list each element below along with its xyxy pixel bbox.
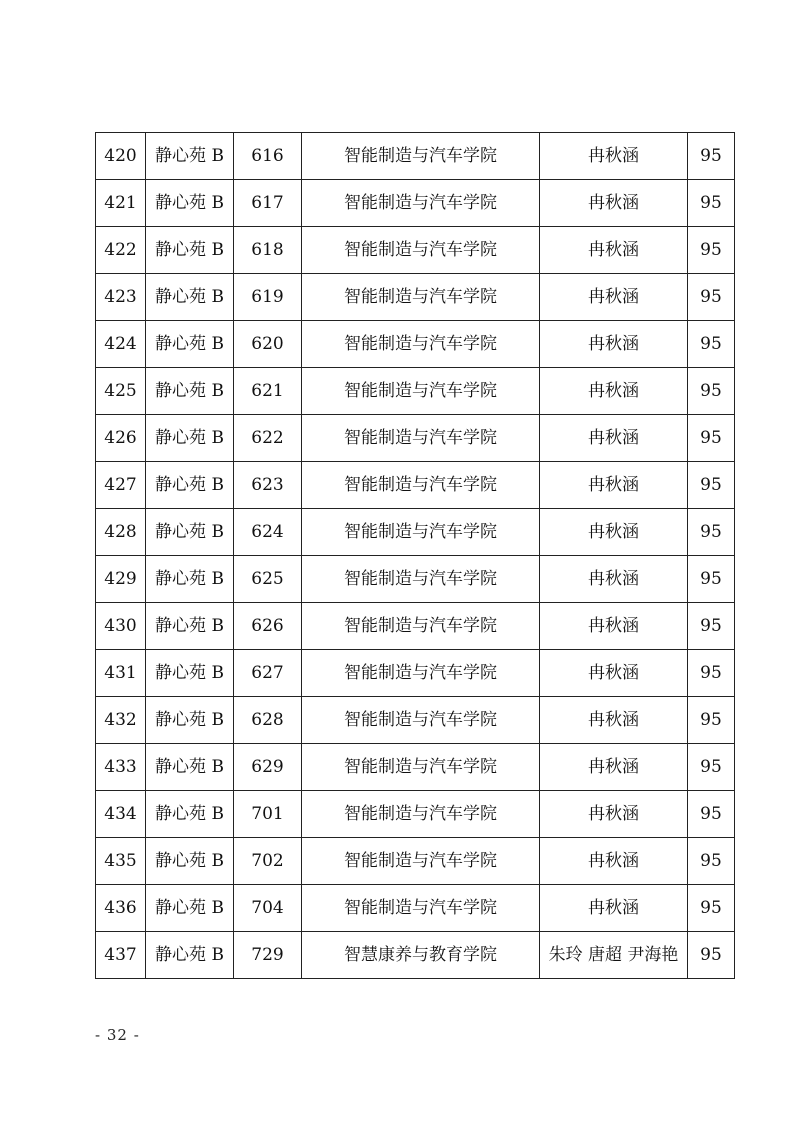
table-row [96,791,735,838]
table-row [96,838,735,885]
table-row [96,603,735,650]
cell-person: 冉秋涵 [540,697,688,744]
cell-score: 95 [688,603,735,650]
cell-person: 冉秋涵 [540,838,688,885]
cell-score: 95 [688,744,735,791]
cell-room: 617 [234,180,302,227]
cell-row-number: 433 [96,744,146,791]
table-row [96,415,735,462]
cell-person: 冉秋涵 [540,180,688,227]
cell-score: 95 [688,227,735,274]
cell-row-number: 426 [96,415,146,462]
cell-college: 智能制造与汽车学院 [302,462,540,509]
cell-person: 朱玲 唐超 尹海艳 [540,932,688,979]
cell-score: 95 [688,556,735,603]
cell-score: 95 [688,509,735,556]
cell-college: 智能制造与汽车学院 [302,368,540,415]
cell-college: 智能制造与汽车学院 [302,697,540,744]
cell-room: 729 [234,932,302,979]
cell-row-number: 429 [96,556,146,603]
cell-college: 智能制造与汽车学院 [302,133,540,180]
cell-building: 静心苑 B [146,932,234,979]
cell-score: 95 [688,321,735,368]
cell-score: 95 [688,180,735,227]
table-row [96,274,735,321]
cell-college: 智能制造与汽车学院 [302,603,540,650]
cell-score: 95 [688,462,735,509]
cell-college: 智能制造与汽车学院 [302,791,540,838]
cell-person: 冉秋涵 [540,509,688,556]
cell-college: 智能制造与汽车学院 [302,838,540,885]
cell-person: 冉秋涵 [540,133,688,180]
cell-room: 618 [234,227,302,274]
cell-score: 95 [688,274,735,321]
cell-building: 静心苑 B [146,791,234,838]
cell-score: 95 [688,133,735,180]
cell-row-number: 430 [96,603,146,650]
cell-college: 智能制造与汽车学院 [302,650,540,697]
cell-person: 冉秋涵 [540,791,688,838]
cell-score: 95 [688,791,735,838]
cell-building: 静心苑 B [146,603,234,650]
cell-room: 626 [234,603,302,650]
table-row [96,650,735,697]
cell-room: 627 [234,650,302,697]
cell-room: 629 [234,744,302,791]
cell-building: 静心苑 B [146,133,234,180]
cell-person: 冉秋涵 [540,603,688,650]
cell-person: 冉秋涵 [540,368,688,415]
cell-row-number: 425 [96,368,146,415]
cell-row-number: 423 [96,274,146,321]
cell-college: 智能制造与汽车学院 [302,227,540,274]
table-row [96,227,735,274]
cell-row-number: 436 [96,885,146,932]
table-row [96,744,735,791]
cell-person: 冉秋涵 [540,650,688,697]
cell-room: 701 [234,791,302,838]
cell-room: 622 [234,415,302,462]
cell-college: 智能制造与汽车学院 [302,180,540,227]
cell-person: 冉秋涵 [540,415,688,462]
cell-score: 95 [688,415,735,462]
cell-row-number: 431 [96,650,146,697]
dormitory-score-table [95,132,735,979]
cell-college: 智慧康养与教育学院 [302,932,540,979]
cell-room: 704 [234,885,302,932]
cell-college: 智能制造与汽车学院 [302,321,540,368]
table-row [96,133,735,180]
table-row [96,556,735,603]
cell-person: 冉秋涵 [540,462,688,509]
cell-building: 静心苑 B [146,180,234,227]
cell-row-number: 434 [96,791,146,838]
cell-row-number: 428 [96,509,146,556]
cell-building: 静心苑 B [146,650,234,697]
cell-building: 静心苑 B [146,274,234,321]
cell-building: 静心苑 B [146,415,234,462]
cell-room: 619 [234,274,302,321]
cell-row-number: 435 [96,838,146,885]
table-row [96,697,735,744]
cell-room: 628 [234,697,302,744]
cell-room: 616 [234,133,302,180]
table-row [96,180,735,227]
cell-college: 智能制造与汽车学院 [302,274,540,321]
cell-person: 冉秋涵 [540,885,688,932]
cell-college: 智能制造与汽车学院 [302,415,540,462]
table-row [96,368,735,415]
cell-person: 冉秋涵 [540,321,688,368]
cell-row-number: 422 [96,227,146,274]
cell-room: 624 [234,509,302,556]
cell-room: 623 [234,462,302,509]
cell-room: 621 [234,368,302,415]
cell-building: 静心苑 B [146,368,234,415]
cell-row-number: 424 [96,321,146,368]
cell-person: 冉秋涵 [540,744,688,791]
cell-building: 静心苑 B [146,321,234,368]
cell-college: 智能制造与汽车学院 [302,885,540,932]
cell-score: 95 [688,885,735,932]
table-body [96,133,735,979]
cell-building: 静心苑 B [146,462,234,509]
table-row [96,509,735,556]
cell-score: 95 [688,650,735,697]
cell-room: 625 [234,556,302,603]
cell-person: 冉秋涵 [540,274,688,321]
cell-row-number: 432 [96,697,146,744]
cell-person: 冉秋涵 [540,227,688,274]
page-number: - 32 - [95,1026,140,1044]
table-row [96,462,735,509]
cell-college: 智能制造与汽车学院 [302,744,540,791]
cell-row-number: 420 [96,133,146,180]
cell-building: 静心苑 B [146,838,234,885]
cell-building: 静心苑 B [146,509,234,556]
cell-building: 静心苑 B [146,556,234,603]
cell-row-number: 421 [96,180,146,227]
cell-row-number: 427 [96,462,146,509]
cell-score: 95 [688,932,735,979]
cell-building: 静心苑 B [146,744,234,791]
cell-building: 静心苑 B [146,697,234,744]
cell-room: 620 [234,321,302,368]
cell-building: 静心苑 B [146,885,234,932]
cell-score: 95 [688,838,735,885]
cell-college: 智能制造与汽车学院 [302,509,540,556]
cell-room: 702 [234,838,302,885]
cell-building: 静心苑 B [146,227,234,274]
cell-row-number: 437 [96,932,146,979]
table-row [96,885,735,932]
table-row [96,321,735,368]
table-row [96,932,735,979]
cell-score: 95 [688,697,735,744]
cell-college: 智能制造与汽车学院 [302,556,540,603]
cell-score: 95 [688,368,735,415]
cell-person: 冉秋涵 [540,556,688,603]
